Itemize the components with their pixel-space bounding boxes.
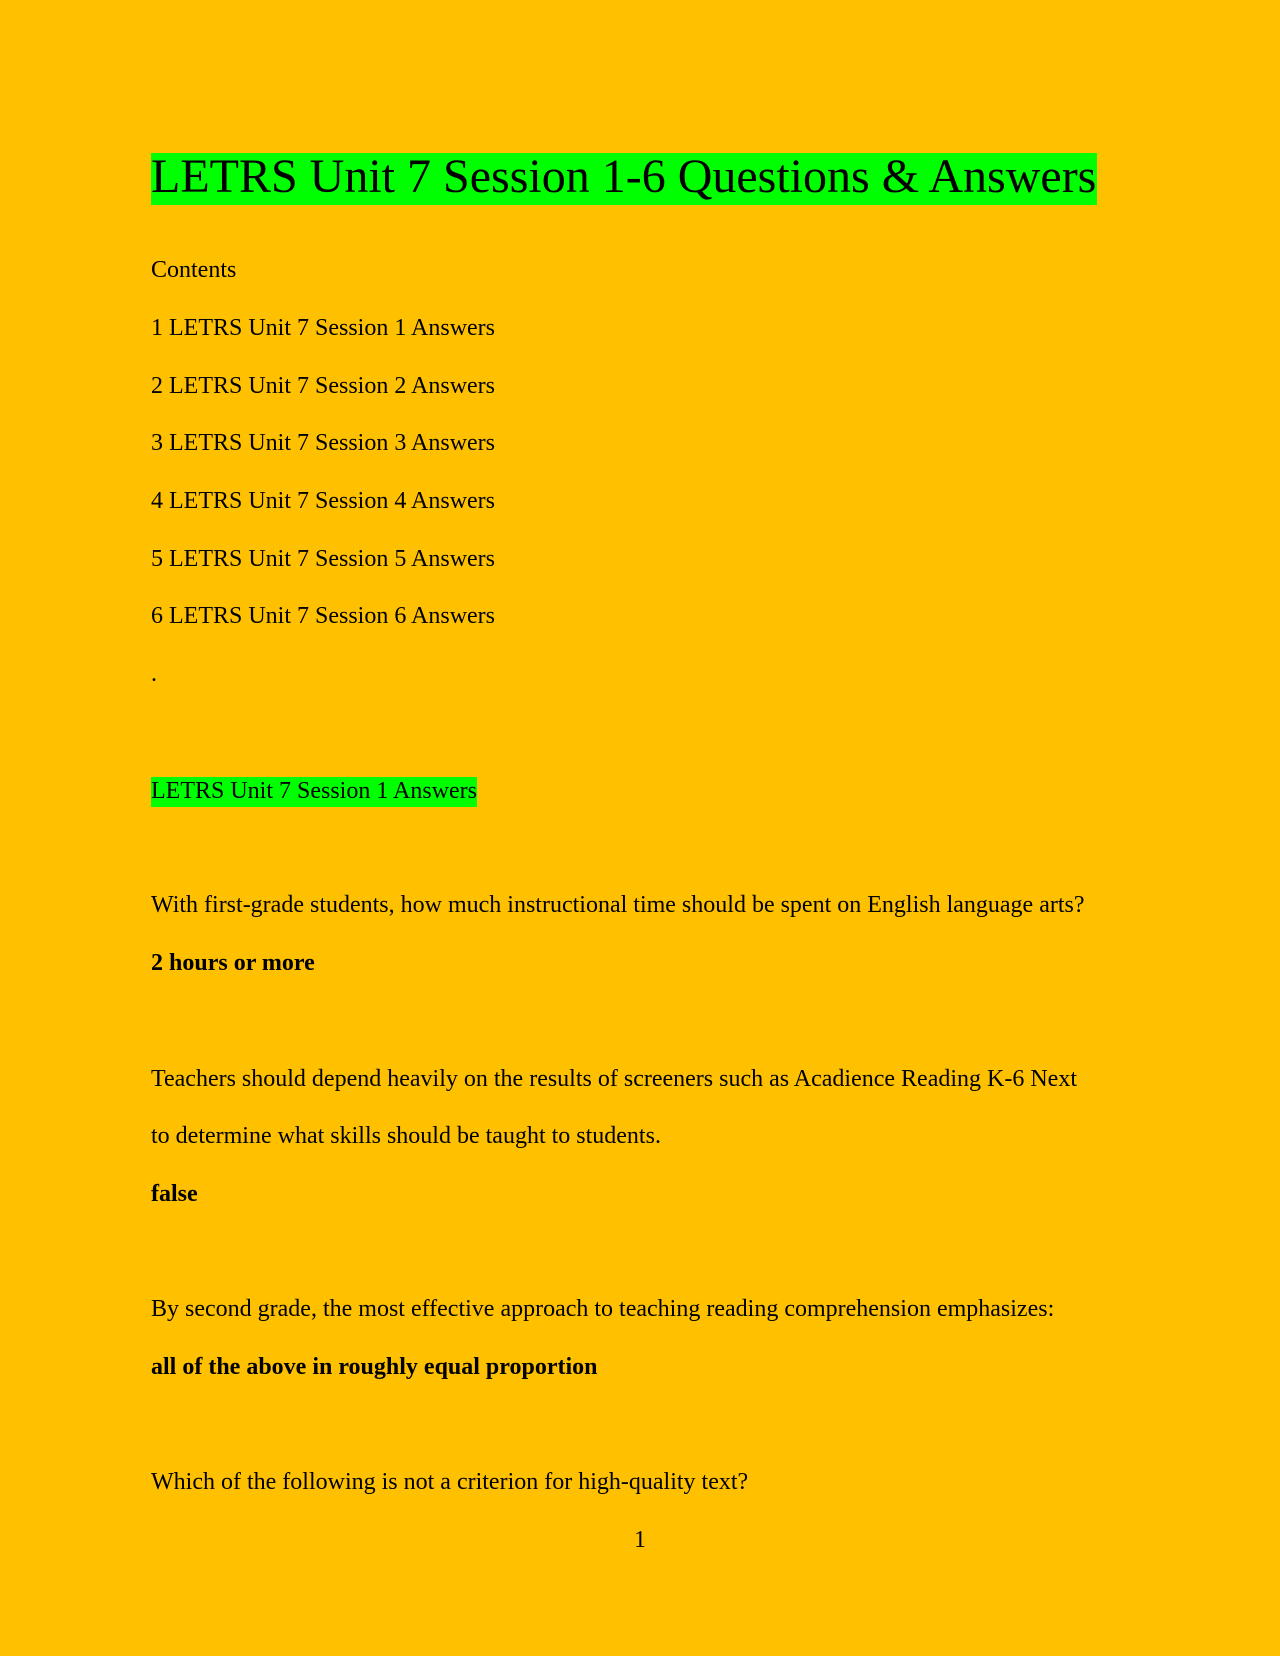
separator-dot: . — [151, 661, 157, 687]
toc-item-5[interactable]: 5 LETRS Unit 7 Session 5 Answers — [151, 546, 496, 572]
question-2-line-1: Teachers should depend heavily on the results of screeners such as Acadience Reading K-6 Next — [151, 1066, 1078, 1092]
answer-2: false — [151, 1181, 198, 1207]
question-3: By second grade, the most effective approach to teaching reading comprehension emphasizes: — [151, 1296, 1055, 1322]
toc-item-4[interactable]: 4 LETRS Unit 7 Session 4 Answers — [151, 488, 496, 514]
question-2-line-2: to determine what skills should be taught to students. — [151, 1123, 661, 1149]
answer-1: 2 hours or more — [151, 950, 315, 976]
contents-heading: Contents — [151, 257, 237, 283]
toc-item-3[interactable]: 3 LETRS Unit 7 Session 3 Answers — [151, 430, 496, 456]
document-title: LETRS Unit 7 Session 1-6 Questions & Answers — [151, 150, 1097, 203]
answer-3: all of the above in roughly equal proportion — [151, 1354, 598, 1380]
question-1: With first-grade students, how much instructional time should be spent on English language arts? — [151, 892, 1085, 918]
toc-item-1[interactable]: 1 LETRS Unit 7 Session 1 Answers — [151, 315, 496, 341]
toc-item-6[interactable]: 6 LETRS Unit 7 Session 6 Answers — [151, 603, 496, 629]
section-heading: LETRS Unit 7 Session 1 Answers — [151, 777, 477, 807]
question-4: Which of the following is not a criterion for high-quality text? — [151, 1469, 749, 1495]
toc-item-2[interactable]: 2 LETRS Unit 7 Session 2 Answers — [151, 373, 496, 399]
page-number: 1 — [634, 1527, 646, 1553]
